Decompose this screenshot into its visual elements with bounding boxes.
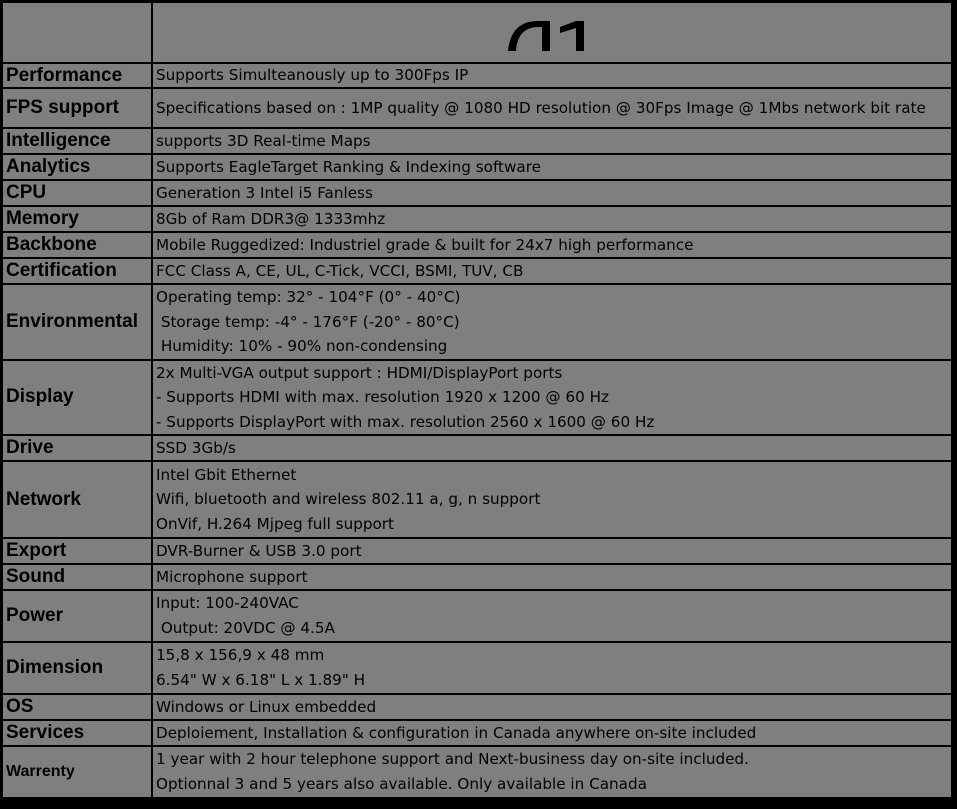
logo-cell bbox=[152, 2, 952, 63]
spec-value-line: Specifications based on : 1MP quality @ 1080 HD resolution @ 30Fps Image @ 1Mbs network bit rate bbox=[156, 98, 926, 117]
spec-value-line: 1 year with 2 hour telephone support and Next-business day on-site included. bbox=[156, 750, 749, 768]
spec-value-line: DVR-Burner & USB 3.0 port bbox=[156, 541, 362, 560]
spec-label: Environmental bbox=[2, 284, 152, 360]
spec-value-line: Humidity: 10% - 90% non-condensing bbox=[156, 337, 448, 355]
spec-value-line: 15,8 x 156,9 x 48 mm bbox=[156, 646, 325, 664]
spec-value-line: - Supports HDMI with max. resolution 1920 x 1200 @ 60 Hz bbox=[156, 388, 609, 406]
spec-value bbox=[152, 746, 952, 798]
spec-label: Dimension bbox=[2, 642, 152, 694]
spec-value bbox=[152, 128, 952, 154]
spec-row bbox=[2, 435, 952, 461]
spec-value-line: Supports Simulteanously up to 300Fps IP bbox=[156, 66, 469, 84]
spec-value-line: Mobile Ruggedized: Industriel grade & built for 24x7 high performance bbox=[156, 235, 694, 254]
a1-logo bbox=[504, 13, 604, 53]
spec-value-line: - Supports DisplayPort with max. resolution 2560 x 1600 @ 60 Hz bbox=[156, 412, 655, 431]
spec-row bbox=[2, 461, 952, 538]
spec-value bbox=[152, 180, 952, 206]
spec-value bbox=[152, 564, 952, 590]
spec-value bbox=[152, 206, 952, 232]
spec-value-line: Microphone support bbox=[156, 567, 308, 586]
logo-row bbox=[2, 2, 952, 63]
spec-value-line: Output: 20VDC @ 4.5A bbox=[156, 619, 335, 637]
spec-value-line: OnVif, H.264 Mjpeg full support bbox=[156, 514, 394, 533]
spec-value bbox=[152, 538, 952, 564]
spec-row bbox=[2, 180, 952, 206]
spec-label: Drive bbox=[2, 435, 152, 461]
spec-label: Network bbox=[2, 461, 152, 538]
spec-label: CPU bbox=[2, 180, 152, 206]
spec-value bbox=[152, 63, 952, 88]
spec-row bbox=[2, 538, 952, 564]
spec-value bbox=[152, 154, 952, 180]
spec-label: OS bbox=[2, 694, 152, 720]
spec-label: Memory bbox=[2, 206, 152, 232]
spec-row bbox=[2, 590, 952, 642]
spec-value-line: Operating temp: 32° - 104°F (0° - 40°C) bbox=[156, 288, 461, 306]
spec-value-line: Optionnal 3 and 5 years also available. Only available in Canada bbox=[156, 775, 647, 793]
spec-row bbox=[2, 746, 952, 798]
spec-value bbox=[152, 694, 952, 720]
spec-value-line: Intel Gbit Ethernet bbox=[156, 465, 297, 484]
spec-label: Analytics bbox=[2, 154, 152, 180]
spec-value bbox=[152, 232, 952, 258]
spec-row bbox=[2, 128, 952, 154]
spec-label: Power bbox=[2, 590, 152, 642]
spec-value-line: SSD 3Gb/s bbox=[156, 438, 236, 457]
spec-row bbox=[2, 154, 952, 180]
spec-row bbox=[2, 360, 952, 436]
spec-value-line: Generation 3 Intel i5 Fanless bbox=[156, 183, 373, 202]
spec-value-line: Storage temp: -4° - 176°F (-20° - 80°C) bbox=[156, 312, 460, 331]
spec-row bbox=[2, 694, 952, 720]
spec-value bbox=[152, 88, 952, 128]
spec-label: Display bbox=[2, 360, 152, 436]
logo-row-blank-cell bbox=[2, 2, 152, 63]
spec-label: Intelligence bbox=[2, 128, 152, 154]
spec-value-line: Supports EagleTarget Ranking & Indexing software bbox=[156, 157, 541, 176]
spec-row bbox=[2, 564, 952, 590]
spec-table bbox=[1, 1, 953, 799]
spec-value-line: Deploiement, Installation & configuration in Canada anywhere on-site included bbox=[156, 723, 757, 742]
spec-value-line: Wifi, bluetooth and wireless 802.11 a, g, n support bbox=[156, 490, 541, 509]
spec-label: Sound bbox=[2, 564, 152, 590]
spec-value bbox=[152, 590, 952, 642]
spec-label: Services bbox=[2, 720, 152, 746]
spec-value bbox=[152, 435, 952, 461]
spec-value bbox=[152, 284, 952, 360]
spec-row bbox=[2, 206, 952, 232]
spec-row bbox=[2, 88, 952, 128]
spec-value-line: 2x Multi-VGA output support : HDMI/DisplayPort ports bbox=[156, 363, 563, 382]
spec-row bbox=[2, 232, 952, 258]
spec-value bbox=[152, 360, 952, 436]
spec-value bbox=[152, 258, 952, 284]
spec-label: FPS support bbox=[2, 88, 152, 128]
spec-value-line: supports 3D Real-time Maps bbox=[156, 131, 371, 150]
spec-table-body bbox=[2, 2, 952, 798]
spec-row bbox=[2, 720, 952, 746]
spec-value bbox=[152, 642, 952, 694]
spec-label: Warrenty bbox=[2, 746, 152, 798]
spec-value-line: FCC Class A, CE, UL, C-Tick, VCCI, BSMI, TUV, CB bbox=[156, 261, 524, 280]
spec-label: Certification bbox=[2, 258, 152, 284]
spec-row bbox=[2, 642, 952, 694]
spec-value-line: Input: 100-240VAC bbox=[156, 594, 299, 612]
spec-label: Export bbox=[2, 538, 152, 564]
spec-value bbox=[152, 461, 952, 538]
spec-label: Backbone bbox=[2, 232, 152, 258]
spec-value-line: Windows or Linux embedded bbox=[156, 697, 377, 716]
spec-row bbox=[2, 284, 952, 360]
spec-label: Performance bbox=[2, 63, 152, 88]
spec-value bbox=[152, 720, 952, 746]
spec-value-line: 8Gb of Ram DDR3@ 1333mhz bbox=[156, 209, 386, 228]
spec-row bbox=[2, 63, 952, 88]
spec-value-line: 6.54" W x 6.18" L x 1.89" H bbox=[156, 671, 366, 689]
spec-row bbox=[2, 258, 952, 284]
